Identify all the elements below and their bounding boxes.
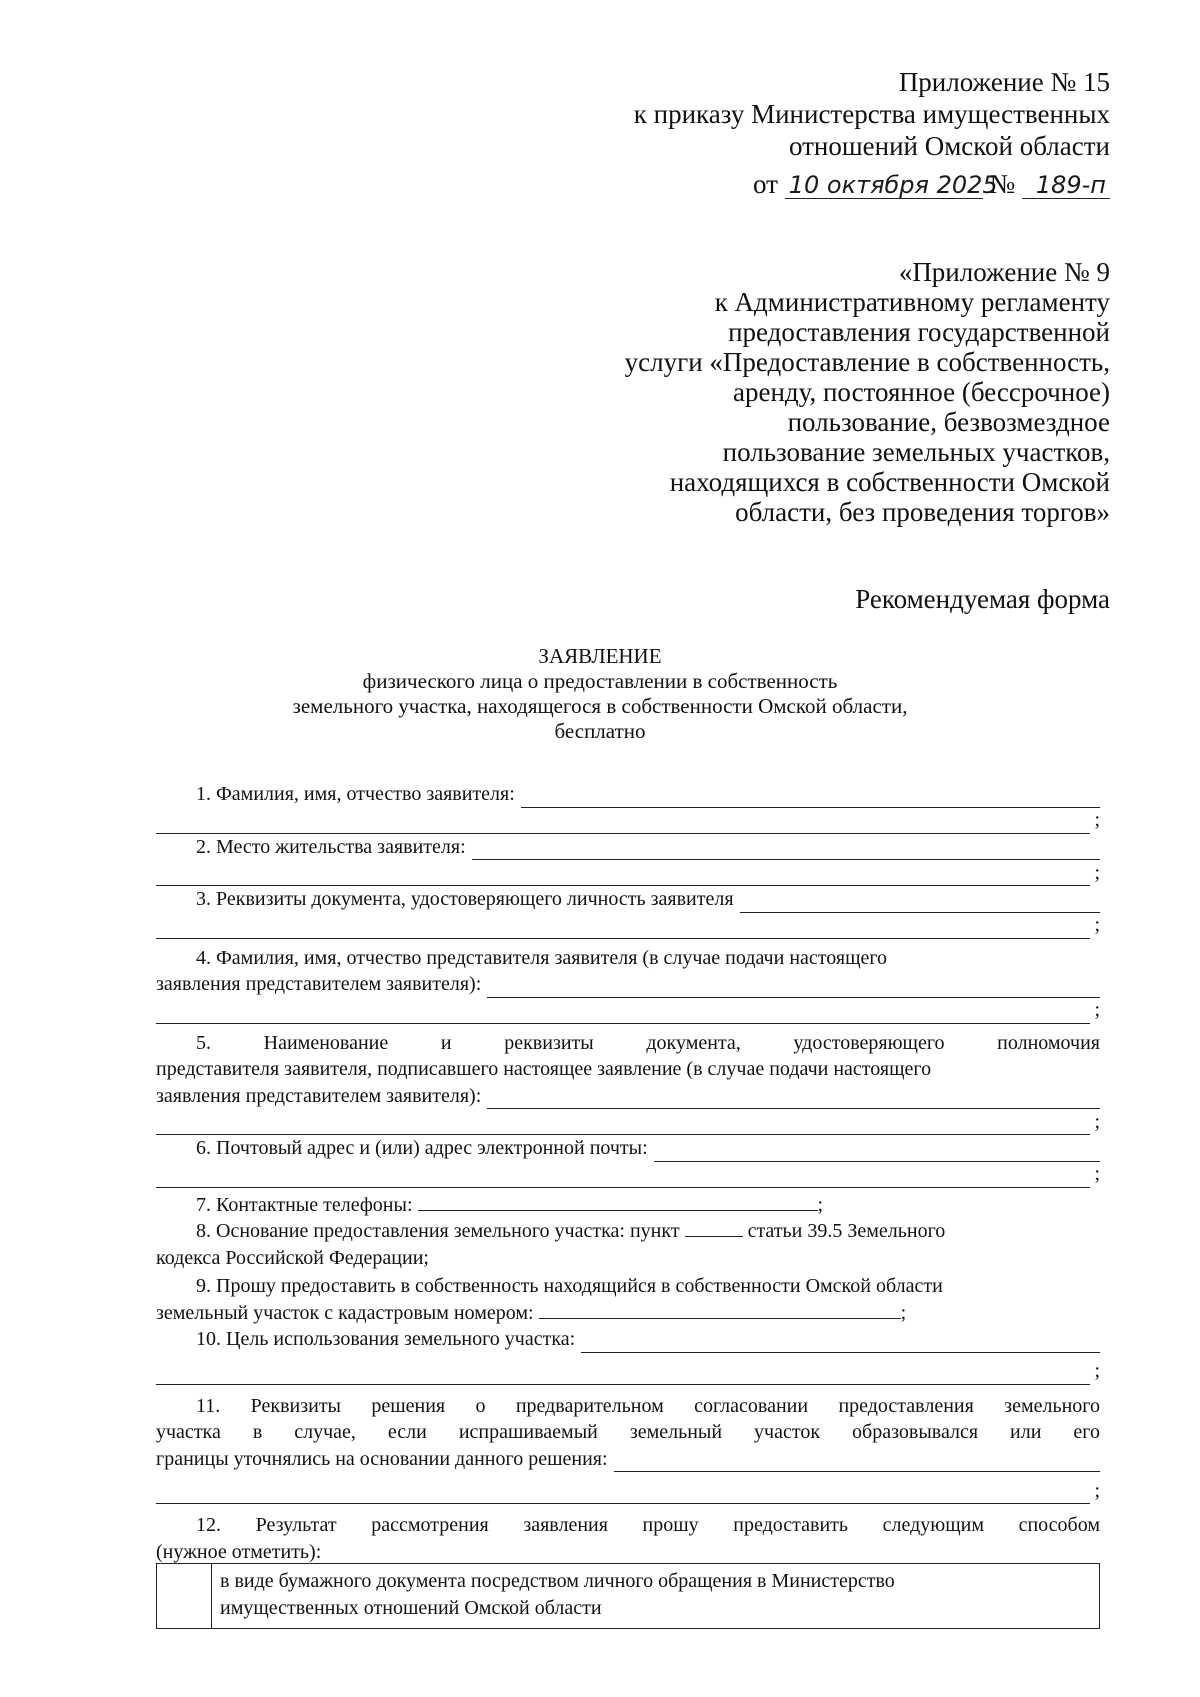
field-4-label: заявления представителем заявителя): [156, 973, 482, 995]
field-9-input[interactable] [539, 1300, 901, 1319]
field-5-line2: представителя заявителя, подписавшего настоящее заявление (в случае подачи настоящего [156, 1058, 932, 1080]
field-9-line1: 9. Прошу предоставить в собственность находящийся в собственности Омской области [196, 1275, 943, 1297]
field-1-label: 1. Фамилия, имя, отчество заявителя: [196, 783, 515, 805]
field-11-line2: участка в случае, если испрашиваемый земельный участок образовывался или его [156, 1421, 1100, 1443]
handwritten-number: 189-п [1022, 172, 1110, 199]
semicolon: ; [900, 1301, 907, 1324]
semicolon: ; [1094, 914, 1100, 936]
field-5-line2-input [156, 1109, 1100, 1135]
semicolon: ; [1094, 861, 1100, 884]
field-11-line2-input [156, 1478, 1100, 1504]
title-sub1: физического лица о предоставлении в собственность [362, 669, 838, 693]
field-12-line2: (нужное отметить): [156, 1540, 322, 1563]
field-6-label: 6. Почтовый адрес и (или) адрес электронной почты: [196, 1137, 648, 1159]
semicolon: ; [1094, 1360, 1100, 1382]
result-option-row [156, 1563, 1100, 1629]
semicolon: ; [1094, 999, 1100, 1021]
order-header-line1: Приложение № 15 [898, 67, 1110, 97]
field-3-line2 [156, 913, 1100, 939]
field-7-input[interactable] [418, 1192, 818, 1211]
appendix-line: предоставления государственной [728, 317, 1110, 347]
form-title [150, 644, 1050, 744]
field-3 [156, 886, 1100, 913]
field-5-line1: 5. Наименование и реквизиты документа, удостоверяющего полномочия [196, 1031, 1100, 1054]
field-10-input[interactable] [581, 1334, 1100, 1353]
number-prefix: № [989, 169, 1016, 199]
field-4-line2 [156, 998, 1100, 1024]
option-line2: имущественных отношений Омской области [220, 1597, 602, 1619]
appendix-line: области, без проведения торгов» [735, 497, 1110, 527]
field-8 [156, 1218, 1100, 1245]
result-option-text [212, 1564, 1099, 1628]
semicolon: ; [817, 1193, 824, 1216]
field-11-input-cont[interactable] [156, 1485, 1090, 1504]
field-5-input-cont[interactable] [156, 1116, 1090, 1135]
appendix-line: «Приложение № 9 [898, 257, 1110, 287]
field-6 [156, 1135, 1100, 1162]
appendix-line: пользование земельных участков, [722, 437, 1110, 467]
semicolon: ; [1094, 809, 1100, 831]
semicolon: ; [1094, 1110, 1100, 1133]
field-10-input-cont[interactable] [156, 1366, 1090, 1385]
field-6-line2 [156, 1162, 1100, 1188]
field-4-line1: 4. Фамилия, имя, отчество представителя заявителя (в случае подачи настоящего [196, 946, 888, 969]
field-11 [156, 1446, 1100, 1473]
field-2 [156, 834, 1100, 861]
field-2-input-cont[interactable] [156, 867, 1090, 886]
field-5-label: заявления представителем заявителя): [156, 1084, 482, 1107]
field-7 [156, 1192, 1100, 1219]
field-1-input[interactable] [521, 789, 1100, 808]
field-1-input-cont[interactable] [156, 815, 1090, 834]
field-4-input-cont[interactable] [156, 1005, 1090, 1024]
appendix-line: находящихся в собственности Омской [669, 467, 1110, 497]
field-9 [156, 1300, 1100, 1327]
field-11-line1: 11. Реквизиты решения о предварительном согласовании предоставления земельного [196, 1394, 1100, 1417]
field-10-label: 10. Цель использования земельного участка: [196, 1328, 576, 1350]
recommended-form: Рекомендуемая форма [855, 584, 1110, 614]
field-3-input-cont[interactable] [156, 920, 1090, 939]
appendix-line: пользование, безвозмездное [787, 407, 1110, 437]
option-line1: в виде бумажного документа посредством личного обращения в Министерство [220, 1570, 895, 1592]
appendix-line: аренду, постоянное (бессрочное) [733, 377, 1110, 407]
field-8-label-a: 8. Основание предоставления земельного участка: пункт [196, 1220, 680, 1242]
field-4 [156, 971, 1100, 998]
title-main: ЗАЯВЛЕНИЕ [538, 644, 662, 668]
field-2-label: 2. Место жительства заявителя: [196, 835, 466, 858]
semicolon: ; [1094, 1479, 1100, 1502]
field-3-label: 3. Реквизиты документа, удостоверяющего личность заявителя [196, 888, 734, 910]
field-11-input[interactable] [614, 1453, 1100, 1472]
field-10 [156, 1326, 1100, 1353]
order-date-line [634, 168, 1110, 200]
field-8-line2: кодекса Российской Федерации; [156, 1246, 429, 1269]
semicolon: ; [1094, 1163, 1100, 1185]
field-4-input[interactable] [487, 979, 1100, 998]
date-prefix: от [753, 169, 778, 199]
field-6-input-cont[interactable] [156, 1169, 1090, 1188]
handwritten-date: 10 октября 2025 [785, 172, 983, 199]
field-2-input[interactable] [472, 841, 1100, 860]
title-sub3: бесплатно [554, 719, 646, 743]
field-7-label: 7. Контактные телефоны: [196, 1193, 413, 1216]
order-header-line2: к приказу Министерства имущественных [633, 99, 1110, 129]
field-8-label-b: статьи 39.5 Земельного [747, 1220, 946, 1242]
field-3-input[interactable] [740, 894, 1100, 913]
field-5 [156, 1083, 1100, 1110]
appendix-line: к Административному регламенту [714, 287, 1110, 317]
order-header [634, 66, 1110, 200]
form-body [156, 781, 1100, 1565]
result-option-checkbox[interactable] [157, 1564, 212, 1628]
appendix-header [625, 257, 1110, 527]
field-9-label: земельный участок с кадастровым номером: [156, 1301, 534, 1324]
field-6-input[interactable] [654, 1143, 1100, 1162]
field-1 [156, 781, 1100, 808]
field-10-line2 [156, 1359, 1100, 1385]
field-2-line2 [156, 860, 1100, 886]
field-11-label: границы уточнялись на основании данного решения: [156, 1447, 608, 1470]
field-8-input[interactable] [685, 1218, 743, 1237]
appendix-line: услуги «Предоставление в собственность, [624, 347, 1110, 377]
field-5-input[interactable] [487, 1090, 1100, 1109]
title-sub2: земельного участка, находящегося в собственности Омской области, [292, 694, 908, 718]
field-1-line2 [156, 808, 1100, 834]
field-12-line1: 12. Результат рассмотрения заявления прошу предоставить следующим способом [196, 1514, 1100, 1536]
order-header-line3: отношений Омской области [788, 131, 1110, 161]
